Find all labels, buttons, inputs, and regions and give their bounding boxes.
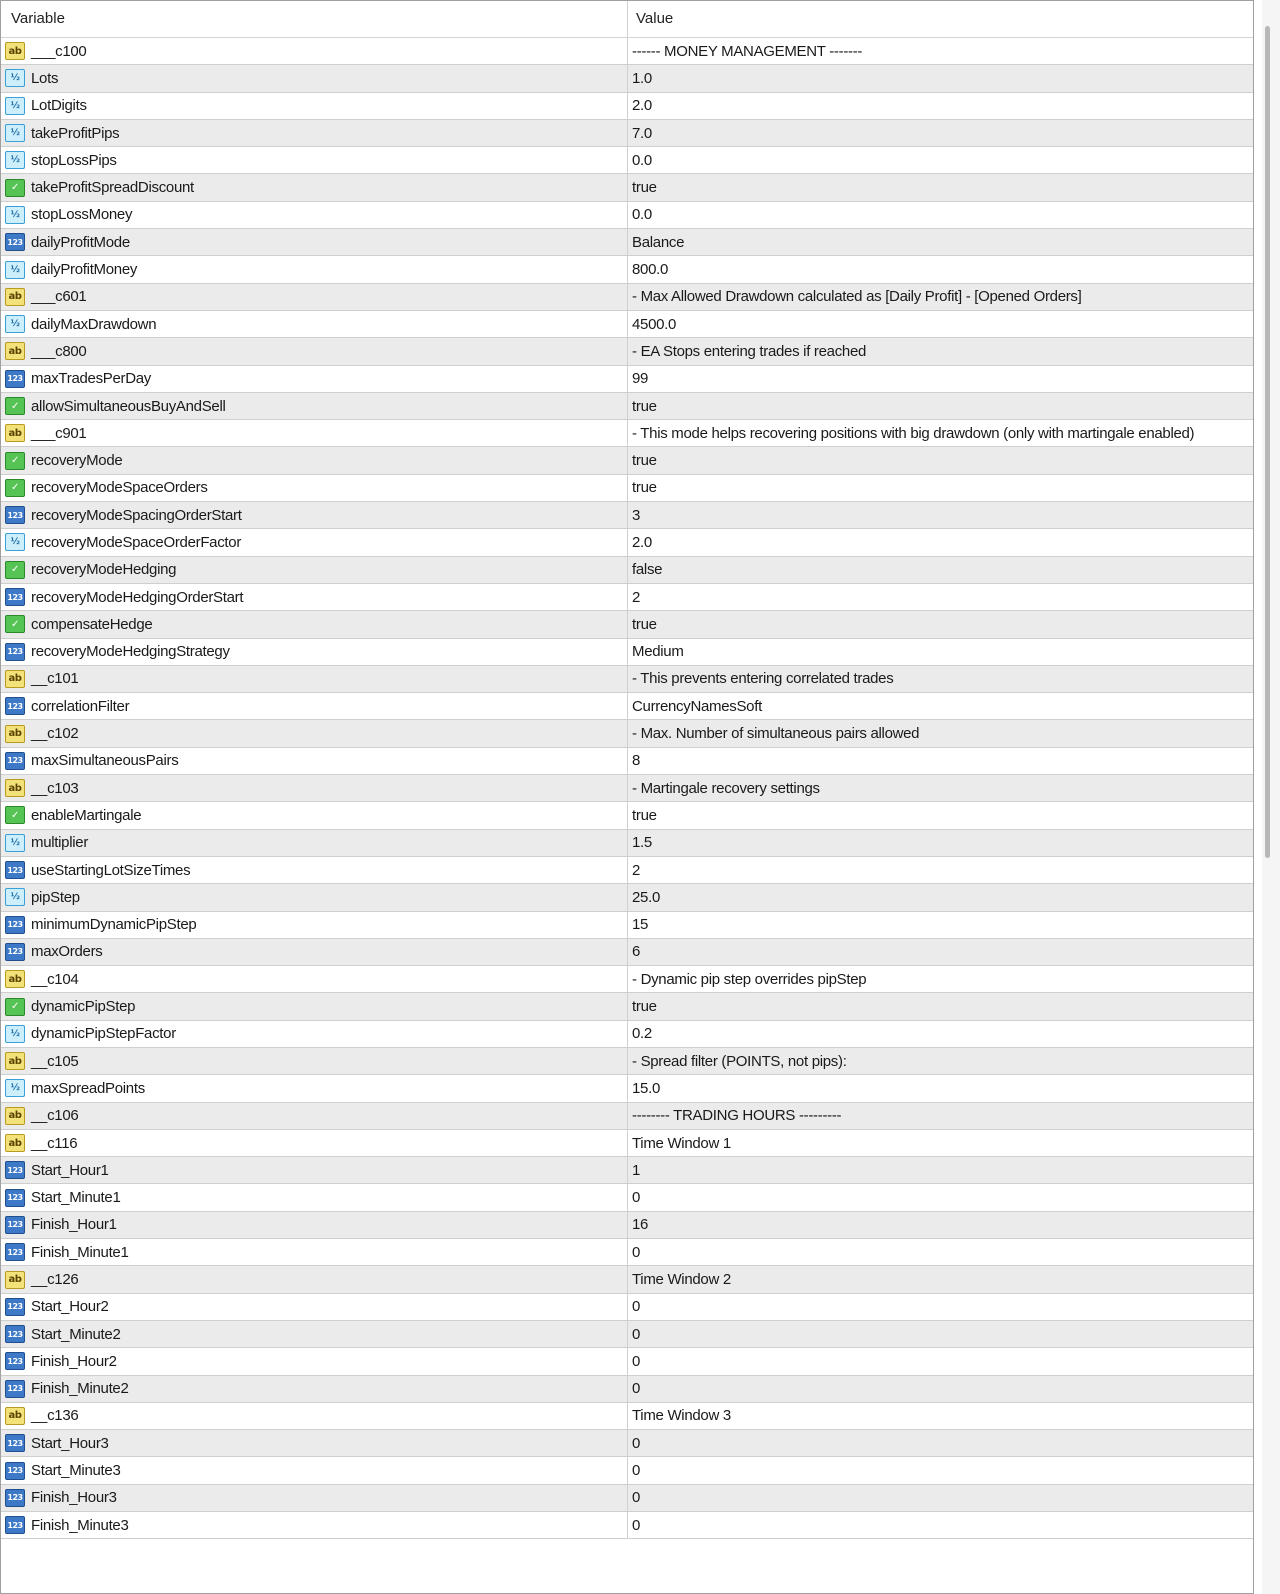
variable-cell[interactable]: [1, 202, 628, 228]
table-row[interactable]: [1, 939, 1253, 966]
variable-cell[interactable]: [1, 366, 628, 392]
variable-name: stopLossMoney: [31, 206, 133, 224]
variable-name: recoveryModeHedgingOrderStart: [31, 588, 244, 606]
double-icon: ½: [5, 315, 25, 333]
integer-icon: 123: [5, 1462, 25, 1480]
table-row[interactable]: [1, 1294, 1253, 1321]
double-icon: ½: [5, 97, 25, 115]
boolean-icon: ✓: [5, 561, 25, 579]
value-cell[interactable]: 2: [632, 861, 641, 879]
table-row[interactable]: [1, 1103, 1253, 1130]
boolean-icon: ✓: [5, 397, 25, 415]
table-row[interactable]: [1, 720, 1253, 747]
integer-icon: 123: [5, 943, 25, 961]
value-cell[interactable]: -------- TRADING HOURS ---------: [632, 1107, 842, 1125]
variable-cell[interactable]: [1, 147, 628, 173]
table-row[interactable]: [1, 1376, 1253, 1403]
variable-name: Finish_Minute1: [31, 1243, 129, 1261]
integer-icon: 123: [5, 233, 25, 251]
double-icon: ½: [5, 533, 25, 551]
value-cell[interactable]: - This mode helps recovering positions with big drawdown (only with martingale enabled): [632, 424, 1195, 442]
variable-name: Start_Minute1: [31, 1189, 121, 1207]
integer-icon: 123: [5, 1434, 25, 1452]
variable-name: stopLossPips: [31, 151, 117, 169]
table-row[interactable]: [1, 284, 1253, 311]
variable-name: takeProfitSpreadDiscount: [31, 179, 194, 197]
variable-name: Finish_Hour3: [31, 1489, 117, 1507]
boolean-icon: ✓: [5, 479, 25, 497]
table-row[interactable]: [1, 311, 1253, 338]
variable-cell[interactable]: [1, 1512, 628, 1538]
table-row[interactable]: [1, 1485, 1253, 1512]
table-row[interactable]: [1, 1403, 1253, 1430]
variable-cell[interactable]: [1, 993, 628, 1019]
integer-icon: 123: [5, 916, 25, 934]
integer-icon: 123: [5, 752, 25, 770]
value-cell[interactable]: 0: [632, 1489, 641, 1507]
boolean-icon: ✓: [5, 806, 25, 824]
value-cell[interactable]: true: [632, 397, 657, 415]
boolean-icon: ✓: [5, 179, 25, 197]
variable-name: Finish_Minute3: [31, 1516, 129, 1534]
integer-icon: 123: [5, 1189, 25, 1207]
value-cell[interactable]: 0.2: [632, 1025, 652, 1043]
table-row[interactable]: [1, 1239, 1253, 1266]
variable-name: maxSimultaneousPairs: [31, 752, 179, 770]
table-row[interactable]: [1, 1266, 1253, 1293]
table-row[interactable]: [1, 502, 1253, 529]
table-row[interactable]: [1, 475, 1253, 502]
boolean-icon: ✓: [5, 615, 25, 633]
table-row[interactable]: [1, 93, 1253, 120]
table-row[interactable]: [1, 1512, 1253, 1539]
value-cell[interactable]: - EA Stops entering trades if reached: [632, 342, 867, 360]
string-icon: ab: [5, 725, 25, 743]
variable-cell[interactable]: [1, 611, 628, 637]
column-header-value[interactable]: Value: [636, 10, 674, 27]
value-cell[interactable]: 0: [632, 1462, 641, 1480]
variable-name: ___c601: [31, 288, 87, 306]
variable-cell[interactable]: [1, 1457, 628, 1483]
column-header-variable[interactable]: Variable: [1, 1, 628, 37]
value-cell[interactable]: 0: [632, 1380, 641, 1398]
variable-name: minimumDynamicPipStep: [31, 916, 197, 934]
variable-name: __c105: [31, 1052, 79, 1070]
string-icon: ab: [5, 288, 25, 306]
variable-name: allowSimultaneousBuyAndSell: [31, 397, 226, 415]
variable-cell[interactable]: [1, 1376, 628, 1402]
value-cell[interactable]: Medium: [632, 643, 684, 661]
variable-name: useStartingLotSizeTimes: [31, 861, 191, 879]
variable-cell[interactable]: [1, 529, 628, 555]
value-cell[interactable]: true: [632, 998, 657, 1016]
variable-name: Finish_Hour2: [31, 1352, 117, 1370]
value-cell[interactable]: 0: [632, 1325, 641, 1343]
table-row[interactable]: [1, 557, 1253, 584]
table-row[interactable]: [1, 174, 1253, 201]
value-cell[interactable]: - Spread filter (POINTS, not pips):: [632, 1052, 847, 1070]
string-icon: ab: [5, 1052, 25, 1070]
value-cell[interactable]: 2.0: [632, 533, 652, 551]
table-row[interactable]: [1, 1348, 1253, 1375]
string-icon: ab: [5, 342, 25, 360]
variable-name: ___c901: [31, 424, 87, 442]
integer-icon: 123: [5, 861, 25, 879]
integer-icon: 123: [5, 1352, 25, 1370]
variable-name: Start_Hour3: [31, 1434, 109, 1452]
value-cell[interactable]: - Max. Number of simultaneous pairs allowed: [632, 725, 920, 743]
table-row[interactable]: [1, 1430, 1253, 1457]
variable-cell[interactable]: [1, 1212, 628, 1238]
value-cell[interactable]: 1: [632, 1161, 641, 1179]
value-cell[interactable]: 800.0: [632, 261, 669, 279]
variable-name: Start_Hour2: [31, 1298, 109, 1316]
variable-name: __c104: [31, 970, 79, 988]
variable-name: correlationFilter: [31, 697, 130, 715]
value-cell[interactable]: 0: [632, 1189, 641, 1207]
table-row[interactable]: [1, 447, 1253, 474]
variable-cell[interactable]: [1, 1021, 628, 1047]
table-row[interactable]: [1, 693, 1253, 720]
double-icon: ½: [5, 124, 25, 142]
variable-name: __c102: [31, 725, 79, 743]
table-row[interactable]: [1, 256, 1253, 283]
value-cell[interactable]: 99: [632, 370, 649, 388]
integer-icon: 123: [5, 1489, 25, 1507]
value-cell[interactable]: CurrencyNamesSoft: [632, 697, 762, 715]
variable-name: recoveryModeSpaceOrderFactor: [31, 533, 242, 551]
variable-cell[interactable]: [1, 393, 628, 419]
value-cell[interactable]: 1.0: [632, 69, 652, 87]
variable-cell[interactable]: [1, 475, 628, 501]
variable-name: LotDigits: [31, 97, 87, 115]
string-icon: ab: [5, 42, 25, 60]
variable-cell[interactable]: [1, 93, 628, 119]
table-row[interactable]: [1, 666, 1253, 693]
variable-cell[interactable]: [1, 1048, 628, 1074]
variable-cell[interactable]: [1, 939, 628, 965]
variable-name: recoveryModeHedgingStrategy: [31, 643, 230, 661]
variable-cell[interactable]: [1, 1075, 628, 1101]
integer-icon: 123: [5, 697, 25, 715]
value-cell[interactable]: 7.0: [632, 124, 652, 142]
value-cell[interactable]: - Martingale recovery settings: [632, 779, 820, 797]
variable-cell[interactable]: [1, 256, 628, 282]
variable-cell[interactable]: [1, 229, 628, 255]
table-row[interactable]: [1, 775, 1253, 802]
variable-name: maxTradesPerDay: [31, 370, 151, 388]
value-cell[interactable]: true: [632, 452, 657, 470]
value-cell[interactable]: Time Window 1: [632, 1134, 731, 1152]
table-row[interactable]: [1, 584, 1253, 611]
variable-name: __c136: [31, 1407, 79, 1425]
value-cell[interactable]: 2.0: [632, 97, 652, 115]
grid-header: [1, 1, 1253, 38]
integer-icon: 123: [5, 1243, 25, 1261]
variable-cell[interactable]: [1, 120, 628, 146]
value-cell[interactable]: ------ MONEY MANAGEMENT -------: [632, 42, 863, 60]
table-row[interactable]: [1, 802, 1253, 829]
variable-name: dailyProfitMode: [31, 233, 130, 251]
double-icon: ½: [5, 69, 25, 87]
variable-cell[interactable]: [1, 311, 628, 337]
variable-cell[interactable]: [1, 802, 628, 828]
variable-cell[interactable]: [1, 1266, 628, 1292]
integer-icon: 123: [5, 643, 25, 661]
value-cell[interactable]: false: [632, 561, 663, 579]
variable-cell[interactable]: [1, 720, 628, 746]
double-icon: ½: [5, 1025, 25, 1043]
table-row[interactable]: [1, 366, 1253, 393]
variable-cell[interactable]: [1, 1184, 628, 1210]
variable-name: Finish_Hour1: [31, 1216, 117, 1234]
table-row[interactable]: [1, 1157, 1253, 1184]
variable-name: recoveryMode: [31, 452, 123, 470]
value-cell[interactable]: Time Window 3: [632, 1407, 731, 1425]
value-cell[interactable]: true: [632, 806, 657, 824]
variable-cell[interactable]: [1, 912, 628, 938]
variable-cell[interactable]: [1, 1403, 628, 1429]
table-row[interactable]: [1, 1021, 1253, 1048]
value-cell[interactable]: 3: [632, 506, 641, 524]
variable-name: Finish_Minute2: [31, 1380, 129, 1398]
value-cell[interactable]: 0: [632, 1516, 641, 1534]
vertical-scrollbar[interactable]: [1254, 0, 1280, 1594]
variable-name: Start_Hour1: [31, 1161, 109, 1179]
variable-name: dynamicPipStep: [31, 998, 136, 1016]
variable-cell[interactable]: [1, 1430, 628, 1456]
value-cell[interactable]: 0: [632, 1298, 641, 1316]
boolean-icon: ✓: [5, 452, 25, 470]
value-cell[interactable]: 16: [632, 1216, 649, 1234]
variable-name: ___c800: [31, 342, 87, 360]
table-row[interactable]: [1, 1321, 1253, 1348]
variable-cell[interactable]: [1, 830, 628, 856]
table-row[interactable]: [1, 1212, 1253, 1239]
variable-cell[interactable]: [1, 1348, 628, 1374]
table-row[interactable]: [1, 1130, 1253, 1157]
integer-icon: 123: [5, 1325, 25, 1343]
variable-cell[interactable]: [1, 884, 628, 910]
variable-cell[interactable]: [1, 557, 628, 583]
table-row[interactable]: [1, 147, 1253, 174]
value-cell[interactable]: 6: [632, 943, 641, 961]
variable-cell[interactable]: [1, 639, 628, 665]
variable-name: __c101: [31, 670, 79, 688]
variable-cell[interactable]: [1, 38, 628, 64]
double-icon: ½: [5, 1079, 25, 1097]
string-icon: ab: [5, 1271, 25, 1289]
variable-name: ___c100: [31, 42, 87, 60]
variable-cell[interactable]: [1, 693, 628, 719]
table-row[interactable]: [1, 420, 1253, 447]
variable-name: __c106: [31, 1107, 79, 1125]
table-row[interactable]: [1, 1075, 1253, 1102]
table-row[interactable]: [1, 338, 1253, 365]
variable-cell[interactable]: [1, 502, 628, 528]
variable-cell[interactable]: [1, 1157, 628, 1183]
value-cell[interactable]: 0: [632, 1243, 641, 1261]
table-row[interactable]: [1, 65, 1253, 92]
variable-cell[interactable]: [1, 1294, 628, 1320]
value-cell[interactable]: 2: [632, 588, 641, 606]
string-icon: ab: [5, 424, 25, 442]
variable-name: Lots: [31, 69, 59, 87]
integer-icon: 123: [5, 1380, 25, 1398]
double-icon: ½: [5, 834, 25, 852]
variable-cell[interactable]: [1, 420, 628, 446]
variable-cell[interactable]: [1, 338, 628, 364]
variable-name: pipStep: [31, 888, 80, 906]
variable-name: Start_Minute3: [31, 1462, 121, 1480]
variable-cell[interactable]: [1, 1239, 628, 1265]
table-row[interactable]: [1, 857, 1253, 884]
variable-name: takeProfitPips: [31, 124, 120, 142]
value-cell[interactable]: 0.0: [632, 151, 652, 169]
value-cell[interactable]: 0: [632, 1434, 641, 1452]
variable-cell[interactable]: [1, 65, 628, 91]
variable-cell[interactable]: [1, 666, 628, 692]
variable-name: __c103: [31, 779, 79, 797]
value-cell[interactable]: 1.5: [632, 834, 652, 852]
integer-icon: 123: [5, 506, 25, 524]
value-cell[interactable]: true: [632, 479, 657, 497]
variable-name: multiplier: [31, 834, 89, 852]
table-row[interactable]: [1, 748, 1253, 775]
variable-cell[interactable]: [1, 748, 628, 774]
grid-rows: [1, 38, 1253, 1539]
variable-name: Start_Minute2: [31, 1325, 121, 1343]
table-row[interactable]: [1, 1184, 1253, 1211]
table-row[interactable]: [1, 38, 1253, 65]
table-row[interactable]: [1, 393, 1253, 420]
variable-name: dailyProfitMoney: [31, 261, 138, 279]
double-icon: ½: [5, 151, 25, 169]
variable-cell[interactable]: [1, 1485, 628, 1511]
value-cell[interactable]: 4500.0: [632, 315, 677, 333]
boolean-icon: ✓: [5, 998, 25, 1016]
integer-icon: 123: [5, 1161, 25, 1179]
string-icon: ab: [5, 1107, 25, 1125]
table-row[interactable]: [1, 912, 1253, 939]
variable-cell[interactable]: [1, 284, 628, 310]
variable-name: maxOrders: [31, 943, 103, 961]
double-icon: ½: [5, 888, 25, 906]
integer-icon: 123: [5, 1298, 25, 1316]
value-cell[interactable]: true: [632, 179, 657, 197]
value-cell[interactable]: 8: [632, 752, 641, 770]
double-icon: ½: [5, 261, 25, 279]
variable-name: __c126: [31, 1271, 79, 1288]
string-icon: ab: [5, 779, 25, 797]
value-cell[interactable]: - Dynamic pip step overrides pipStep: [632, 970, 867, 988]
table-row[interactable]: [1, 639, 1253, 666]
variable-name: recoveryModeSpaceOrders: [31, 479, 208, 497]
integer-icon: 123: [5, 588, 25, 606]
value-cell[interactable]: - Max Allowed Drawdown calculated as [Daily Profit] - [Opened Orders]: [632, 288, 1082, 306]
variable-name: maxSpreadPoints: [31, 1079, 145, 1097]
table-row[interactable]: [1, 993, 1253, 1020]
value-cell[interactable]: Balance: [632, 233, 685, 251]
table-row[interactable]: [1, 884, 1253, 911]
value-cell[interactable]: - This prevents entering correlated trades: [632, 670, 894, 688]
variable-name: __c116: [31, 1134, 78, 1152]
value-cell[interactable]: Time Window 2: [632, 1271, 731, 1288]
table-row[interactable]: [1, 1048, 1253, 1075]
table-row[interactable]: [1, 202, 1253, 229]
value-cell[interactable]: 0.0: [632, 206, 652, 224]
table-row[interactable]: [1, 830, 1253, 857]
variable-cell[interactable]: [1, 775, 628, 801]
variable-name: dailyMaxDrawdown: [31, 315, 157, 333]
string-icon: ab: [5, 1134, 25, 1152]
table-row[interactable]: [1, 966, 1253, 993]
variable-cell[interactable]: [1, 1130, 628, 1156]
value-cell[interactable]: 15: [632, 916, 649, 934]
integer-icon: 123: [5, 1516, 25, 1534]
scrollbar-thumb[interactable]: [1265, 26, 1270, 858]
variable-cell[interactable]: [1, 1321, 628, 1347]
value-cell[interactable]: 15.0: [632, 1079, 660, 1097]
value-cell[interactable]: 0: [632, 1352, 641, 1370]
table-row[interactable]: [1, 1457, 1253, 1484]
integer-icon: 123: [5, 370, 25, 388]
integer-icon: 123: [5, 1216, 25, 1234]
variable-name: dynamicPipStepFactor: [31, 1025, 176, 1043]
variable-name: recoveryModeHedging: [31, 561, 177, 579]
string-icon: ab: [5, 1407, 25, 1425]
table-row[interactable]: [1, 529, 1253, 556]
variable-cell[interactable]: [1, 447, 628, 473]
table-row[interactable]: [1, 611, 1253, 638]
value-cell[interactable]: 25.0: [632, 888, 660, 906]
variable-cell[interactable]: [1, 174, 628, 200]
variable-cell[interactable]: [1, 857, 628, 883]
variable-cell[interactable]: [1, 966, 628, 992]
table-row[interactable]: [1, 229, 1253, 256]
variable-name: recoveryModeSpacingOrderStart: [31, 506, 242, 524]
variable-cell[interactable]: [1, 1103, 628, 1129]
string-icon: ab: [5, 970, 25, 988]
double-icon: ½: [5, 206, 25, 224]
variable-cell[interactable]: [1, 584, 628, 610]
string-icon: ab: [5, 670, 25, 688]
table-row[interactable]: [1, 120, 1253, 147]
variable-name: enableMartingale: [31, 806, 142, 824]
value-cell[interactable]: true: [632, 615, 657, 633]
variable-name: compensateHedge: [31, 615, 153, 633]
